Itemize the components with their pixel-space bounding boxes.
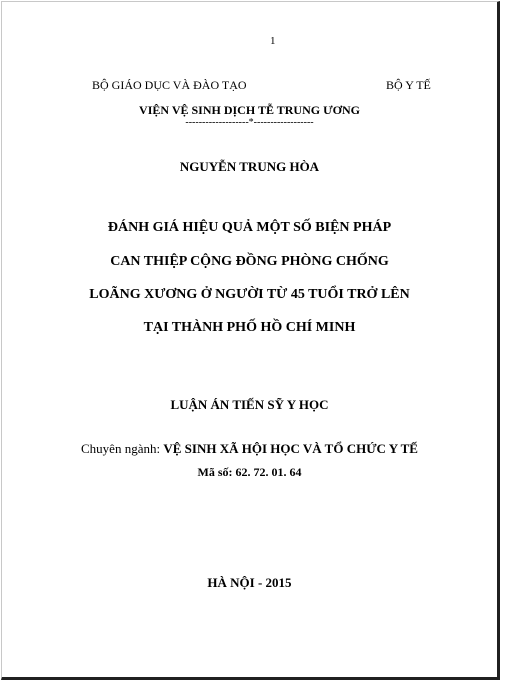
thesis-title-line-1: ĐÁNH GIÁ HIỆU QUẢ MỘT SỐ BIỆN PHÁP xyxy=(107,220,392,235)
separator-line: -------------------*------------------ xyxy=(185,117,314,128)
ministry-health: BỘ Y TẾ xyxy=(386,78,431,92)
degree-type: LUẬN ÁN TIẾN SỸ Y HỌC xyxy=(170,397,329,412)
specialty-code: Mã số: 62. 72. 01. 64 xyxy=(197,465,302,479)
page-number: 1 xyxy=(270,35,276,47)
author-name: NGUYỄN TRUNG HÒA xyxy=(179,159,320,174)
thesis-title-line-2: CAN THIỆP CỘNG ĐỒNG PHÒNG CHỐNG xyxy=(110,254,389,269)
ministry-education: BỘ GIÁO DỤC VÀ ĐÀO TẠO xyxy=(92,78,247,92)
specialty xyxy=(2,441,497,457)
place-year: HÀ NỘI - 2015 xyxy=(207,575,292,590)
specialty-label: Chuyên ngành: xyxy=(81,441,164,456)
thesis-title-line-4: TẠI THÀNH PHỐ HỒ CHÍ MINH xyxy=(143,320,356,335)
institute-name: VIỆN VỆ SINH DỊCH TỄ TRUNG ƯƠNG xyxy=(139,103,360,117)
document-page xyxy=(1,1,500,680)
thesis-title-line-3: LOÃNG XƯƠNG Ở NGƯỜI TỪ 45 TUỔI TRỞ LÊN xyxy=(89,287,410,302)
specialty-value: VỆ SINH XÃ HỘI HỌC VÀ TỔ CHỨC Y TẾ xyxy=(163,441,418,456)
